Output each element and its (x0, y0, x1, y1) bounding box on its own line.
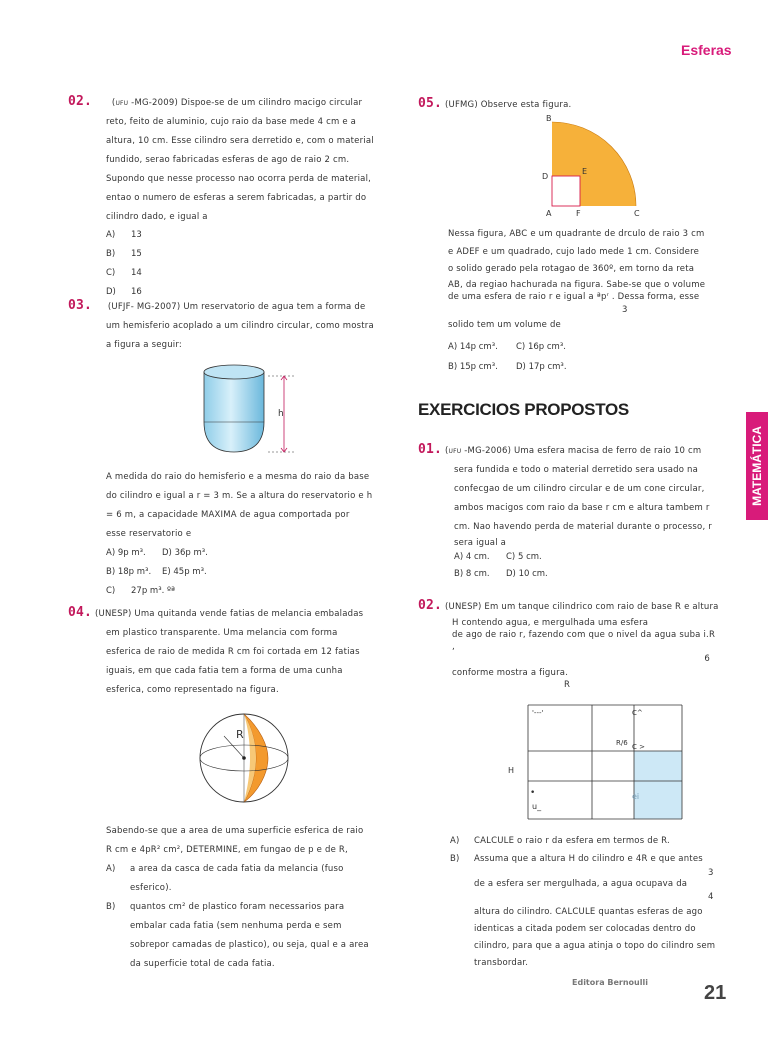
options: A) 14p cm³. C) 16p cm³. B) 15p cm³. D) 17p cm³. (448, 341, 567, 372)
question-number: 04. (68, 605, 93, 620)
svg-text:ei: ei (632, 792, 640, 801)
section-title: EXERCICIOS PROPOSTOS (418, 400, 629, 419)
question-03: 03. (UFJF- MG-2007) Um reservatorio de agua tem a forma de um hemisferio acoplado a um cilindro circular, como mostra a figura a seguir: (68, 298, 374, 350)
svg-text:u_: u_ (532, 802, 542, 811)
question-number: 02. (68, 94, 93, 109)
option-b: B) quantos cm² de plastico foram necessarios para embalar cada fatia (sem nenhuma perda e sem sobrepor camadas de plastico), ou seja, qual e a area da superficie total de cada fatia. (106, 902, 369, 969)
fig-label-r: R (236, 728, 244, 741)
svg-text:H: H (508, 766, 515, 775)
svg-text:•: • (530, 788, 536, 798)
melon-figure (196, 708, 296, 808)
side-tab-label: MATEMÁTICA (750, 426, 764, 506)
exercise-02-options: A) CALCULE o raio r da esfera em termos de R. B) Assuma que a altura H do cilindro e 4R e que antes 3 de a esfera ser mergulhada, a agua ocupava da 4 altura do cilindro. CALCULE quantas esferas de ago identicas a citada podem ser colocadas dentro do cilindro, para que a agua atinja o topo do cilindro sem transbordar. (450, 832, 740, 972)
svg-text:R/6: R/6 (616, 739, 628, 747)
question-number: 05. (418, 96, 443, 111)
svg-text:C^: C^ (632, 709, 643, 717)
svg-text:C >: C > (632, 743, 645, 751)
svg-text:A: A (546, 209, 552, 218)
option: A) 13 (106, 230, 142, 240)
question-05-body: Nessa figura, ABC e um quadrante de drculo de raio 3 cm e ADEF e um quadrado, cujo lado mede 1 cm. Considere o solido gerado pela rotagao de 360º, em torno da reta AB, da regiao hachurada na figura. Sabe-se que o volume de uma esfera de raio r e igual a ªpʳ . Dessa forma, esse 3 solido tem um volume de A) 14p cm³. C) 16p cm³. B) 15p cm³. D) 17p cm³. (448, 226, 736, 377)
exercise-01: 01. (UFU -MG-2006) Uma esfera macisa de ferro de raio 10 cm sera fundida e todo o material derretido sera usado na confecgao de um cilindro circular e de um cone circular, ambos macigos com raio da base r cm e altura tambem r cm. Nao havendo perda de material durante o processo, r sera igual a A) 4 cm. C) 5 cm. B) 8 cm. D) 10 cm. (418, 440, 740, 583)
publisher: Editora Bernoulli (572, 978, 648, 987)
question-02: 02. (UFU -MG-2009) Dispoe-se de um cilindro macigo circular reto, feito de aluminio, cujo raio da base mede 4 cm e a altura, 10 cm. Esse cilindro sera derretido e, com o material fundido, serao fabricadas esferas de ago de raio 2 cm. Supondo que nesse processo nao ocorra perda de material, entao o numero de esferas a serem fabricadas, a partir do cilindro dado, e igual a A) 13 B) 15 C) 14 D) 16 (68, 92, 390, 302)
tank-figure (504, 703, 686, 821)
options: A) 9p m³. D) 36p m³. B) 18p m³. E) 45p m³. C) 27p m³. ºª (106, 548, 208, 596)
options (106, 226, 390, 302)
option: D) 16 (106, 287, 142, 297)
page-number: 21 (704, 982, 727, 1004)
svg-text:E: E (582, 167, 588, 176)
option-a: A) CALCULE o raio r da esfera em termos de R. (450, 836, 670, 846)
question-04-body: Sabendo-se que a area de uma superficie esferica de raio R cm e 4pR² cm², DETERMINE, em fungao de p e de R, A) a area da casca de cada fatia da melancia (fuso esferico). B) quantos cm² de plastico foram necessarios para embalar cada fatia (sem nenhuma perda e sem sobrepor camadas de plastico), ou seja, qual e a area da superficie total de cada fatia. (106, 822, 390, 974)
quadrant-figure (538, 112, 648, 218)
question-03-body: A medida do raio do hemisferio e a mesma do raio da base do cilindro e igual a r = 3 m. Se a altura do reservatorio e h = 6 m, a capacidade MAXIMA de agua comportada por esse reservatorio e A) 9p m³. D) 36p m³. B) 18p m³. E) 45p m³. C) 27p m³. ºª (106, 468, 390, 601)
option-a: A) a area da casca de cada fatia da melancia (fuso esferico). (106, 864, 344, 893)
side-tab (746, 412, 768, 520)
svg-text:B: B (546, 114, 552, 123)
svg-text:'---': '---' (532, 709, 544, 717)
options: A) 4 cm. C) 5 cm. B) 8 cm. D) 10 cm. (454, 552, 548, 579)
chapter-title: Esferas (681, 42, 732, 58)
question-number: 01. (418, 442, 443, 457)
svg-text:C: C (634, 209, 640, 218)
fig-label-h: h (278, 409, 284, 419)
option: C) 14 (106, 268, 142, 278)
question-text: reto, feito de aluminio, cujo raio da base mede 4 cm e a altura, 10 cm. Esse cilindro sera derretido e, com o material fundido, serao fabricadas esferas de ago de raio 2 cm. Supondo que nesse processo nao ocorra perda de material, entao o numero de esferas a serem fabricadas, a partir do cilindro dado, e igual a (106, 117, 374, 222)
question-05: 05. (UFMG) Observe esta figura. (418, 96, 572, 111)
option: B) 15 (106, 249, 142, 259)
reservoir-figure (196, 360, 306, 460)
figure-label-R: R (564, 680, 571, 690)
exercise-02: 02. (UNESP) Em um tanque cilindrico com raio de base R e altura H contendo agua, e mergulhada uma esfera de ago de raio r, fazendo com que o nivel da agua suba i.R , 6 conforme mostra a figura. (418, 598, 719, 678)
question-number: 03. (68, 298, 93, 313)
option-b: B) Assuma que a altura H do cilindro e 4R e que antes (450, 854, 703, 864)
svg-text:D: D (542, 172, 549, 181)
question-04: 04. (UNESP) Uma quitanda vende fatias de melancia embaladas em plastico transparente. Uma melancia com forma esferica de raio de medida R cm foi cortada em 12 fatias iguais, em que cada fatia tem a forma de uma cunha esferica, como representado na figura. (68, 605, 364, 695)
svg-text:F: F (576, 209, 581, 218)
question-number: 02. (418, 598, 443, 613)
